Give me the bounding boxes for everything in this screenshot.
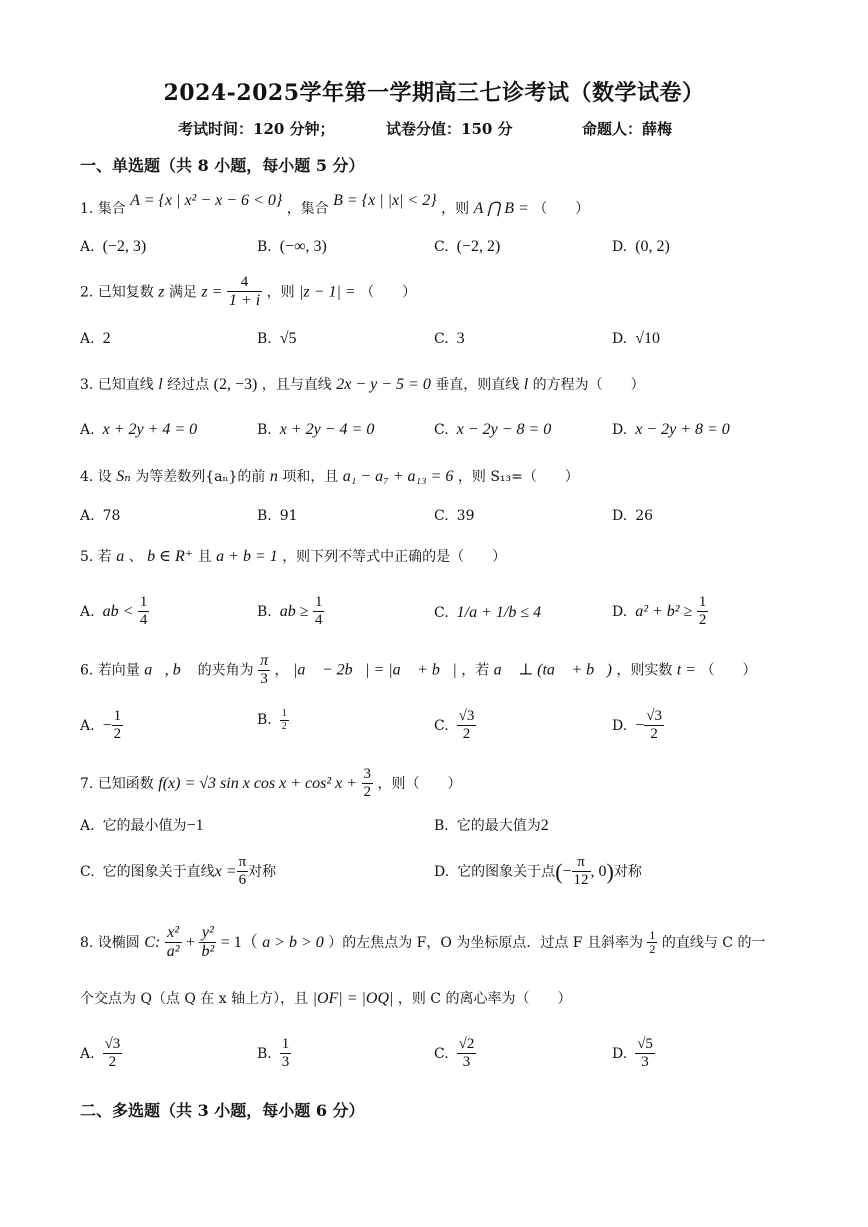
frac-num: 1 <box>649 927 656 942</box>
option-math: −1 <box>186 817 204 834</box>
option-text: 它的最小值为 <box>102 818 187 834</box>
frac-num: x² <box>165 924 182 943</box>
q5-stem: 5. 若 <box>80 549 112 565</box>
frac-num: π <box>572 854 591 872</box>
option-key: D. <box>612 508 628 524</box>
option-text: (−2, 3) <box>102 238 147 255</box>
frac-den: 1 + i <box>228 292 261 310</box>
option-key: D. <box>612 239 628 255</box>
q4-stem-d: ，则 S₁₃=（ ） <box>457 469 579 485</box>
q5-option-c[interactable] <box>434 604 541 622</box>
question-6 <box>80 652 757 689</box>
option-text: 39 <box>456 508 475 524</box>
frac-num: √3 <box>457 708 477 726</box>
option-text: (0, 2) <box>635 238 670 255</box>
q7-option-c[interactable] <box>80 854 276 890</box>
frac-num: 1 <box>313 594 325 612</box>
q4-option-d[interactable] <box>612 508 653 524</box>
option-sign: − <box>102 716 112 734</box>
q3-option-c[interactable] <box>434 421 551 439</box>
frac-num: 1 <box>697 594 709 612</box>
q7-option-d[interactable] <box>434 854 642 890</box>
q4-stem: 4. 设 <box>80 469 112 485</box>
q2-paren: （ ） <box>360 284 417 301</box>
frac-den: 3 <box>641 1054 649 1071</box>
q4-option-c[interactable] <box>434 508 475 524</box>
option-math-2: , 0 <box>590 862 607 880</box>
frac-num: 1 <box>280 1036 292 1054</box>
option-key: A. <box>80 1045 95 1062</box>
frac-den: 6 <box>238 872 247 889</box>
option-key: A. <box>80 331 95 347</box>
option-key: C. <box>434 331 449 347</box>
q2-stem-b: 满足 <box>168 284 197 301</box>
frac-num: 1 <box>138 594 150 612</box>
q2-option-b[interactable] <box>257 330 297 348</box>
option-key: D. <box>612 1045 628 1062</box>
frac-den: 2 <box>108 1054 117 1071</box>
q1-set-a: A = {x | x² − x − 6 < 0} <box>130 192 283 209</box>
q8-option-c[interactable] <box>434 1036 476 1072</box>
section-single-choice: 一、单选题（共 8 小题，每小题 5 分） <box>80 156 365 175</box>
option-text: 3 <box>456 330 465 347</box>
q5-a: a <box>116 548 125 565</box>
option-key: A. <box>80 603 95 620</box>
q2-stem-c: ，则 <box>266 284 295 301</box>
q6-stem-d: ，若 <box>461 662 490 679</box>
option-fraction <box>280 1036 292 1072</box>
question-2 <box>80 274 416 311</box>
exam-score: 试卷分值：150 分 <box>386 120 513 138</box>
q5-option-b[interactable] <box>257 594 324 630</box>
q8-stem: 8. 设椭圆 <box>80 934 140 951</box>
option-text: 91 <box>279 508 298 524</box>
q2-fraction <box>227 274 262 311</box>
question-4 <box>80 466 579 486</box>
option-text: 26 <box>635 508 654 524</box>
q4-condition: a₁ − a₇ + a₁₃ = 6 <box>342 468 454 485</box>
q7-option-a[interactable] <box>80 815 204 835</box>
frac-den: 4 <box>314 612 323 629</box>
frac-den: 12 <box>573 872 589 889</box>
option-text: (−2, 2) <box>456 238 501 255</box>
option-lhs: ab ≥ <box>279 602 309 620</box>
q2-var: z <box>158 283 165 301</box>
q6-option-c[interactable] <box>434 708 476 744</box>
option-fraction <box>138 594 150 630</box>
q6-condition-2: a⃗ ⊥ (ta⃗ + b⃗) <box>493 661 612 679</box>
q1-ask: A ⋂ B = <box>473 200 529 217</box>
q8-slope-fraction <box>647 929 657 958</box>
frac-den: 2 <box>281 720 287 732</box>
option-key: B. <box>434 818 449 834</box>
q8-line2-a: 个交点为 Q（点 Q 在 x 轴上方），且 <box>80 991 309 1007</box>
frac-num: √3 <box>103 1036 123 1054</box>
frac-den: 2 <box>462 726 471 743</box>
q5-b-set: b ∈ R⁺ <box>147 548 194 565</box>
question-3 <box>80 374 645 394</box>
option-key: C. <box>434 717 449 734</box>
option-fraction <box>313 594 325 630</box>
option-key: B. <box>257 331 272 347</box>
option-key: C. <box>434 422 449 438</box>
option-fraction <box>457 708 477 744</box>
option-key: B. <box>257 508 272 524</box>
q8-stem-c: 的直线与 C 的一 <box>661 934 766 951</box>
q3-l: l <box>158 376 163 393</box>
q5-option-d[interactable] <box>612 594 708 630</box>
option-key: B. <box>257 712 272 728</box>
option-fraction <box>103 1036 123 1072</box>
q6-stem-c: ， <box>274 662 289 679</box>
q2-option-a[interactable] <box>80 330 111 348</box>
option-text: 它的最大值为 <box>456 818 541 834</box>
frac-num: √5 <box>635 1036 655 1054</box>
q6-option-b[interactable] <box>257 708 289 732</box>
frac-num: √2 <box>457 1036 477 1054</box>
q1-option-a[interactable] <box>80 238 146 256</box>
option-key: B. <box>257 1045 272 1062</box>
option-key: A. <box>80 422 95 438</box>
q2-ask: |z − 1| = <box>299 283 356 301</box>
q8-line2-b: ，则 C 的离心率为（ ） <box>397 991 572 1007</box>
q8-option-d[interactable] <box>612 1036 655 1072</box>
q6-vectors: a⃗, b⃗ <box>144 661 194 679</box>
frac-den: 2 <box>698 612 707 629</box>
option-fraction <box>237 854 249 890</box>
frac-den: a² <box>166 943 180 961</box>
option-math: − <box>562 862 572 880</box>
q3-stem-e: 的方程为（ ） <box>532 377 645 393</box>
frac-num: 4 <box>227 274 262 292</box>
q3-stem-b: 经过点 <box>167 377 210 393</box>
question-8-line-2 <box>80 988 571 1008</box>
right-paren: ) <box>606 858 614 884</box>
q1-option-d[interactable] <box>612 238 670 256</box>
option-key: D. <box>612 331 628 347</box>
option-fraction <box>112 708 124 744</box>
q4-sn: Sₙ <box>116 468 131 485</box>
option-text: 1/a + 1/b ≤ 4 <box>456 604 542 621</box>
frac-num: y² <box>199 924 216 943</box>
option-text: 它的图象关于直线 <box>102 863 215 880</box>
q2-option-d[interactable] <box>612 330 660 348</box>
q3-option-d[interactable] <box>612 421 730 439</box>
q6-paren: （ ） <box>700 662 757 679</box>
option-fraction <box>635 1036 655 1072</box>
frac-den: 3 <box>260 671 268 688</box>
question-5 <box>80 546 506 566</box>
q5-option-a[interactable] <box>80 594 149 630</box>
q5-stem-c: 且 <box>197 549 212 565</box>
question-8 <box>80 924 765 962</box>
q3-option-a[interactable] <box>80 421 197 439</box>
q4-option-b[interactable] <box>257 508 298 524</box>
option-fraction <box>697 594 709 630</box>
option-lhs: a² + b² ≥ <box>635 602 693 620</box>
frac-num: 1 <box>112 708 124 726</box>
option-math: x = <box>214 862 237 880</box>
q2-lhs: z = <box>201 283 223 301</box>
option-key: C. <box>80 863 95 880</box>
q8-plus: + <box>185 933 195 951</box>
option-key: B. <box>257 422 272 438</box>
exam-author: 命题人：薛梅 <box>582 120 673 138</box>
option-fraction <box>280 708 289 732</box>
q1-stem-c: ，则 <box>441 201 470 217</box>
option-text: √10 <box>635 330 660 347</box>
option-lhs: ab < <box>102 602 134 620</box>
q5-stem-d: ，则下列不等式中正确的是（ ） <box>282 549 507 565</box>
q8-eq: = 1（ <box>220 933 258 951</box>
left-paren: ( <box>555 858 563 884</box>
frac-den: 2 <box>363 784 372 801</box>
option-text: 2 <box>102 330 111 347</box>
q4-stem-c: 项和，且 <box>282 469 339 485</box>
q1-paren: （ ） <box>533 201 590 217</box>
option-key: B. <box>257 239 272 255</box>
frac-den: 3 <box>462 1054 471 1071</box>
q7-stem: 7. 已知函数 <box>80 775 154 792</box>
q4-option-a[interactable] <box>80 508 120 524</box>
option-text: x + 2y + 4 = 0 <box>102 421 198 438</box>
option-text: (−∞, 3) <box>279 238 327 255</box>
q2-stem: 2. 已知复数 <box>80 284 154 301</box>
frac-den: 2 <box>649 942 656 957</box>
q6-option-a[interactable] <box>80 708 123 744</box>
option-text: √5 <box>279 330 297 347</box>
option-key: C. <box>434 239 449 255</box>
frac-num: √3 <box>644 708 664 726</box>
option-tail: 对称 <box>248 863 277 880</box>
option-fraction <box>457 1036 477 1072</box>
q2-option-c[interactable] <box>434 330 465 348</box>
q7-function: f(x) = √3 sin x cos x + cos² x + <box>158 774 358 792</box>
q7-stem-b: ，则（ ） <box>377 775 462 792</box>
frac-den: 2 <box>113 726 122 743</box>
option-sign: − <box>635 716 645 734</box>
q3-line: 2x − y − 5 = 0 <box>336 376 431 393</box>
q3-point: (2, −3) <box>213 376 258 393</box>
frac-num: 3 <box>362 766 374 784</box>
q5-stem-b: 、 <box>128 549 143 565</box>
option-fraction <box>644 708 664 744</box>
option-key: C. <box>434 605 449 621</box>
frac-den: 2 <box>650 726 658 743</box>
option-text: 78 <box>102 508 121 524</box>
q3-l-2: l <box>523 376 529 393</box>
option-key: D. <box>612 717 628 734</box>
frac-num: π <box>237 854 249 872</box>
option-key: D. <box>612 422 628 438</box>
option-key: A. <box>80 818 95 834</box>
frac-den: 4 <box>139 612 148 629</box>
q3-option-b[interactable] <box>257 421 374 439</box>
q7-option-b[interactable] <box>434 815 549 835</box>
question-7 <box>80 766 461 802</box>
q8-option-a[interactable] <box>80 1036 122 1072</box>
q8-line2-math: |OF| = |OQ| <box>312 990 394 1007</box>
q1-option-c[interactable] <box>434 238 500 256</box>
option-key: A. <box>80 508 95 524</box>
q4-n: n <box>269 468 278 485</box>
exam-time: 考试时间：120 分钟； <box>178 120 335 138</box>
q6-angle-fraction <box>258 652 270 689</box>
q6-condition-1: |a⃗ − 2b⃗| = |a⃗ + b⃗| <box>292 661 457 679</box>
q6-t: t = <box>676 661 697 679</box>
q1-stem-b: ，集合 <box>286 201 329 217</box>
q1-option-b[interactable] <box>257 238 327 256</box>
q8-option-b[interactable] <box>257 1036 291 1072</box>
option-key: D. <box>612 603 628 620</box>
q8-fraction-x <box>165 924 182 962</box>
q6-option-d[interactable] <box>612 708 664 744</box>
q6-stem: 6. 若向量 <box>80 662 140 679</box>
frac-den: b² <box>201 943 215 961</box>
option-key: B. <box>257 603 272 620</box>
frac-num: 1 <box>281 708 287 719</box>
section-multi-choice: 二、多选题（共 3 小题，每小题 6 分） <box>80 1101 365 1120</box>
q8-stem-b: ）的左焦点为 F，O 为坐标原点．过点 F 且斜率为 <box>328 934 643 951</box>
q3-stem-d: 垂直，则直线 <box>435 377 520 393</box>
q8-fraction-y <box>199 924 216 962</box>
q8-ellipse: C: <box>144 933 161 951</box>
option-key: C. <box>434 1045 449 1062</box>
q7-fraction <box>362 766 374 802</box>
q8-condition: a > b > 0 <box>262 933 324 951</box>
exam-title: 2024-2025学年第一学期高三七诊考试（数学试卷） <box>163 80 705 106</box>
option-math: 2 <box>540 817 549 834</box>
option-key: A. <box>80 717 95 734</box>
q1-stem: 1. 集合 <box>80 201 126 217</box>
option-fraction <box>572 854 591 890</box>
frac-den: 3 <box>281 1054 290 1071</box>
q3-stem: 3. 已知直线 <box>80 377 154 393</box>
option-text: 它的图象关于点 <box>457 863 556 880</box>
q6-stem-b: 的夹角为 <box>197 662 254 679</box>
frac-num: π <box>258 652 270 671</box>
q6-stem-e: ，则实数 <box>616 662 673 679</box>
option-text: x − 2y + 8 = 0 <box>635 421 730 438</box>
q1-set-b: B = {x | |x| < 2} <box>333 192 437 209</box>
q5-condition: a + b = 1 <box>216 548 278 565</box>
option-key: C. <box>434 508 449 524</box>
question-1 <box>80 192 590 218</box>
q3-stem-c: ，且与直线 <box>261 377 332 393</box>
q4-stem-b: 为等差数列{aₙ}的前 <box>135 469 266 485</box>
option-key: D. <box>434 863 450 880</box>
option-key: A. <box>80 239 95 255</box>
option-text: x + 2y − 4 = 0 <box>279 421 375 438</box>
option-tail: 对称 <box>613 863 642 880</box>
option-text: x − 2y − 8 = 0 <box>456 421 552 438</box>
